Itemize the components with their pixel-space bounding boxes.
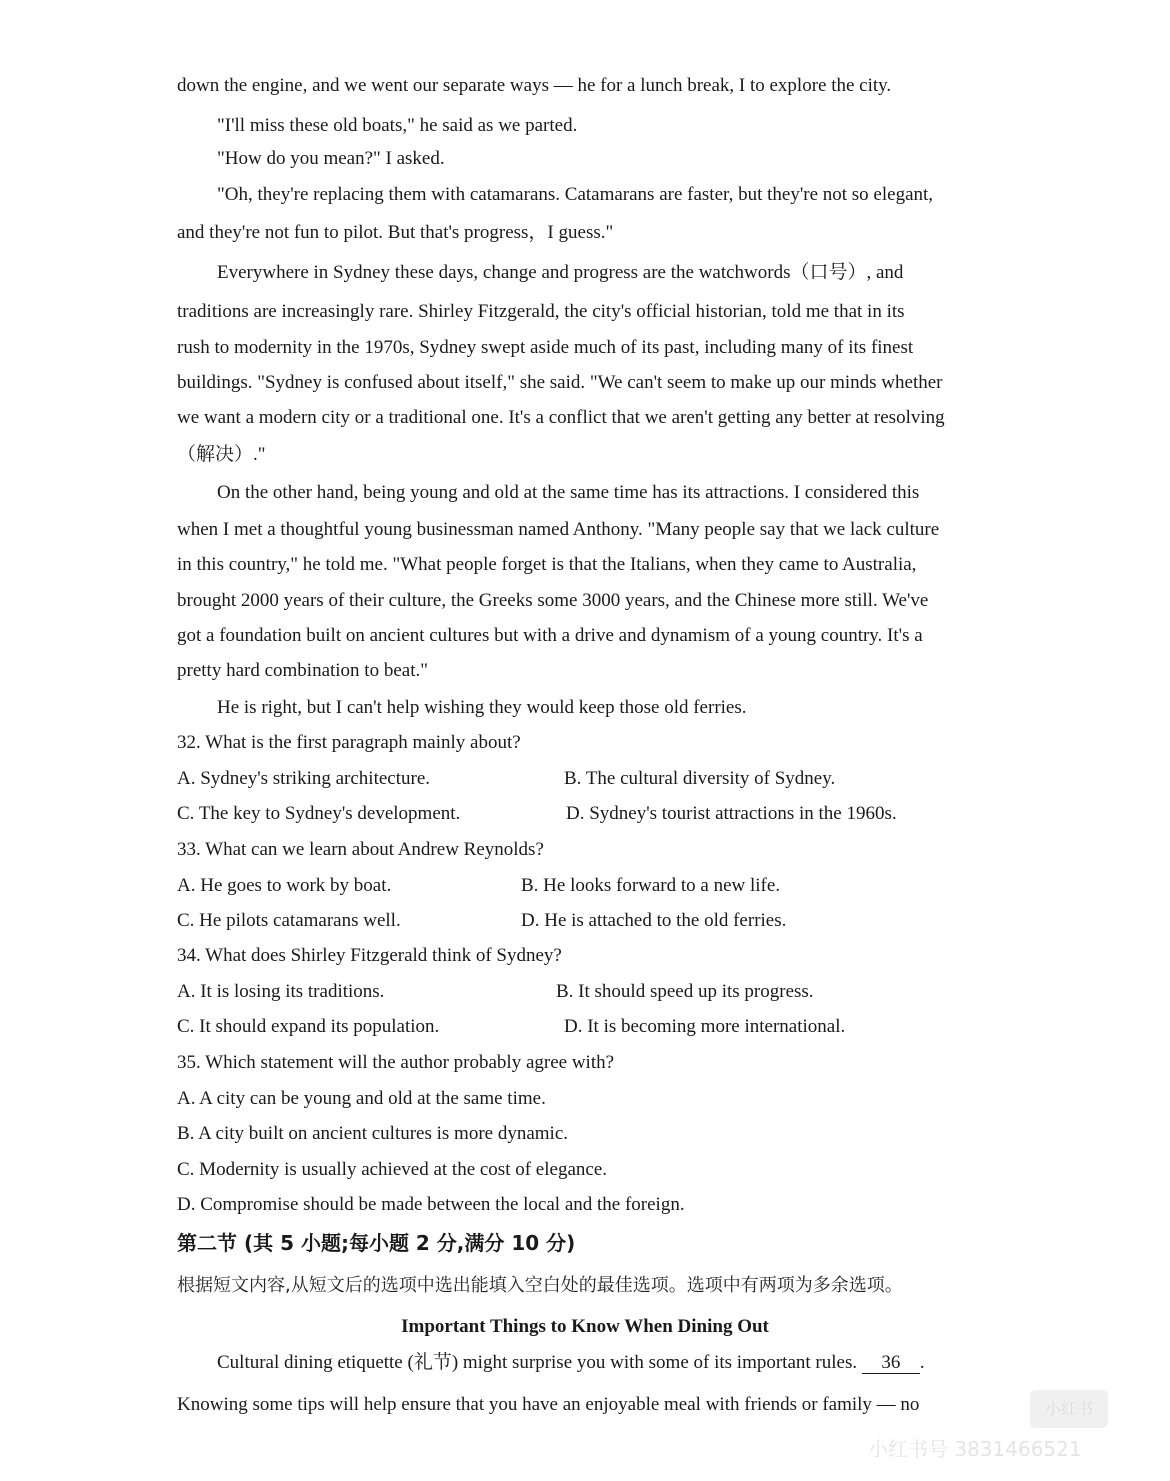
question-stem: 35. Which statement will the author probably agree with?: [177, 1052, 615, 1073]
article-title: Important Things to Know When Dining Out: [401, 1316, 769, 1337]
option-a[interactable]: A. He goes to work by boat.: [177, 875, 392, 896]
watermark-text: 小红书号 3831466521: [868, 1437, 1082, 1461]
option-b[interactable]: B. It should speed up its progress.: [556, 981, 814, 1002]
option-b[interactable]: B. A city built on ancient cultures is more dynamic.: [177, 1123, 569, 1144]
section-heading: 第二节 (其 5 小题;每小题 2 分,满分 10 分): [177, 1231, 576, 1255]
option-c[interactable]: C. Modernity is usually achieved at the cost of elegance.: [177, 1159, 608, 1180]
passage-line: "I'll miss these old boats," he said as we parted.: [217, 115, 578, 136]
passage-line: rush to modernity in the 1970s, Sydney swept aside much of its past, including many of its finest: [177, 337, 914, 358]
passage-line: we want a modern city or a traditional one. It's a conflict that we aren't getting any better at resolving: [177, 407, 945, 428]
article-text: Cultural dining etiquette (礼节) might surprise you with some of its important rules.: [217, 1352, 858, 1373]
question-stem: 32. What is the first paragraph mainly about?: [177, 732, 521, 753]
option-d[interactable]: D. It is becoming more international.: [564, 1016, 846, 1037]
passage-line: pretty hard combination to beat.": [177, 660, 428, 681]
passage-line: and they're not fun to pilot. But that's progress，I guess.": [177, 222, 614, 243]
passage-line: Everywhere in Sydney these days, change and progress are the watchwords（口号）, and: [217, 262, 904, 283]
passage-line: traditions are increasingly rare. Shirley Fitzgerald, the city's official historian, told me that in its: [177, 301, 905, 322]
passage-line: "Oh, they're replacing them with catamarans. Catamarans are faster, but they're not so elegant,: [217, 184, 934, 205]
option-d[interactable]: D. He is attached to the old ferries.: [521, 910, 787, 931]
article-paragraph: [217, 1351, 925, 1375]
option-c[interactable]: C. The key to Sydney's development.: [177, 803, 461, 824]
passage-line: down the engine, and we went our separate ways — he for a lunch break, I to explore the city.: [177, 75, 892, 96]
section-instruction: 根据短文内容,从短文后的选项中选出能填入空白处的最佳选项。选项中有两项为多余选项。: [177, 1275, 903, 1296]
passage-line: "How do you mean?" I asked.: [217, 148, 445, 169]
option-b[interactable]: B. He looks forward to a new life.: [521, 875, 781, 896]
watermark-logo: 小红书: [1030, 1390, 1108, 1428]
passage-line: On the other hand, being young and old at the same time has its attractions. I considered this: [217, 482, 920, 503]
option-a[interactable]: A. Sydney's striking architecture.: [177, 768, 431, 789]
passage-line: in this country," he told me. "What people forget is that the Italians, when they came to Australia,: [177, 554, 917, 575]
option-c[interactable]: C. It should expand its population.: [177, 1016, 440, 1037]
answer-blank[interactable]: 36: [862, 1353, 920, 1374]
passage-line: He is right, but I can't help wishing they would keep those old ferries.: [217, 697, 747, 718]
article-line: Knowing some tips will help ensure that you have an enjoyable meal with friends or family — no: [177, 1394, 920, 1415]
option-d[interactable]: D. Sydney's tourist attractions in the 1960s.: [566, 803, 897, 824]
option-c[interactable]: C. He pilots catamarans well.: [177, 910, 401, 931]
article-text: .: [919, 1352, 925, 1373]
passage-line: （解决）.": [177, 444, 266, 465]
passage-line: buildings. "Sydney is confused about itself," she said. "We can't seem to make up our minds whether: [177, 372, 943, 393]
option-a[interactable]: A. It is losing its traditions.: [177, 981, 385, 1002]
option-a[interactable]: A. A city can be young and old at the same time.: [177, 1088, 546, 1109]
question-stem: 33. What can we learn about Andrew Reynolds?: [177, 839, 544, 860]
passage-line: when I met a thoughtful young businessman named Anthony. "Many people say that we lack culture: [177, 519, 940, 540]
passage-line: got a foundation built on ancient cultures but with a drive and dynamism of a young country. It's a: [177, 625, 923, 646]
option-d[interactable]: D. Compromise should be made between the local and the foreign.: [177, 1194, 685, 1215]
passage-line: brought 2000 years of their culture, the Greeks some 3000 years, and the Chinese more still. We've: [177, 590, 929, 611]
question-stem: 34. What does Shirley Fitzgerald think of Sydney?: [177, 945, 562, 966]
option-b[interactable]: B. The cultural diversity of Sydney.: [564, 768, 836, 789]
